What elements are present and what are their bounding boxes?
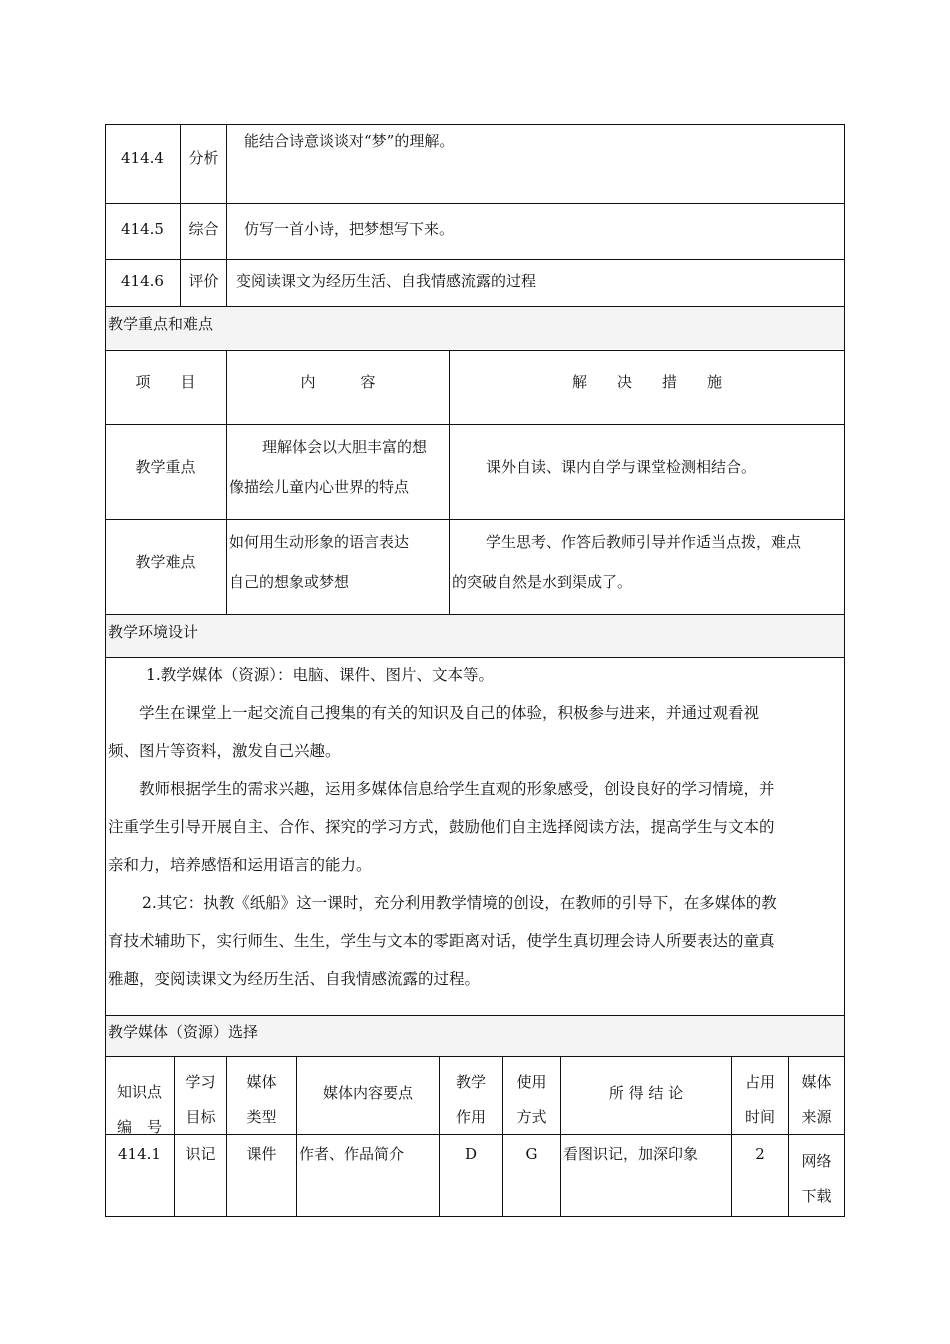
paragraph-line: 教师根据学生的需求兴趣，运用多媒体信息给学生直观的形象感受，创设良好的学习情境，并 <box>139 780 775 798</box>
objective-text: 能结合诗意谈谈对“梦”的理解。 <box>244 132 455 150</box>
media-cell-content: 作者、作品简介 <box>299 1145 405 1163</box>
paragraph-line: 亲和力，培养感悟和运用语言的能力。 <box>108 856 372 874</box>
header-solution: 解 决 措 施 <box>571 373 722 391</box>
media-cell-code: 414.1 <box>118 1145 161 1163</box>
section-title-focus: 教学重点和难点 <box>108 315 214 333</box>
row-divider <box>105 1056 845 1057</box>
focus-solution: 学生思考、作答后教师引导并作适当点拨，难点 <box>486 533 802 551</box>
objective-level: 综合 <box>188 220 219 238</box>
focus-item: 教学难点 <box>135 553 196 571</box>
media-cell-conclusion: 看图识记，加深印象 <box>563 1145 699 1163</box>
row-divider <box>105 259 845 260</box>
objective-level: 分析 <box>188 149 219 167</box>
focus-item: 教学重点 <box>135 458 196 476</box>
objective-text: 变阅读课文为经历生活、自我情感流露的过程 <box>236 272 537 290</box>
col-divider <box>560 1056 561 1217</box>
focus-solution: 课外自读、课内自学与课堂检测相结合。 <box>486 458 757 476</box>
media-header-usage: 使用 方式 <box>516 1073 547 1126</box>
section-title-environment: 教学环境设计 <box>108 623 199 641</box>
paragraph-line: 频、图片等资料，激发自己兴趣。 <box>108 742 341 760</box>
media-cell-type: 课件 <box>246 1145 277 1163</box>
environment-text <box>108 656 842 998</box>
media-cell-goal: 识记 <box>185 1145 216 1163</box>
objective-text: 仿写一首小诗，把梦想写下来。 <box>244 220 455 238</box>
paragraph-line: 雅趣，变阅读课文为经历生活、自我情感流露的过程。 <box>108 970 481 988</box>
focus-content: 像描绘儿童内心世界的特点 <box>229 478 410 496</box>
row-divider <box>105 350 845 351</box>
objective-code: 414.6 <box>121 272 164 290</box>
media-header-content: 媒体内容要点 <box>322 1084 413 1102</box>
paragraph-line: 2.其它：执教《纸船》这一课时，充分利用教学情境的创设，在教师的引导下，在多媒体的教 <box>142 894 777 912</box>
col-divider <box>296 1056 297 1217</box>
objective-code: 414.5 <box>121 220 164 238</box>
media-header-time: 占用 时间 <box>744 1073 775 1126</box>
focus-solution: 的突破自然是水到渠成了。 <box>452 573 633 591</box>
header-content: 内 容 <box>300 373 376 391</box>
section-title-media: 教学媒体（资源）选择 <box>108 1023 259 1041</box>
row-divider <box>105 519 845 520</box>
header-item: 项 目 <box>135 373 196 391</box>
media-header-code: 知识点 编 号 <box>116 1083 162 1136</box>
media-cell-role: D <box>464 1145 478 1163</box>
focus-content: 理解体会以大胆丰富的想 <box>262 438 428 456</box>
objective-level: 评价 <box>188 272 219 290</box>
media-header-goal: 学习 目标 <box>185 1073 216 1126</box>
paragraph-line: 学生在课堂上一起交流自己搜集的有关的知识及自己的体验，积极参与进来，并通过观看视 <box>139 704 760 722</box>
paragraph-line: 1.教学媒体（资源）：电脑、课件、图片、文本等。 <box>146 666 495 684</box>
focus-content: 如何用生动形象的语言表达 <box>229 533 410 551</box>
row-divider <box>105 203 845 204</box>
media-cell-usage: G <box>525 1145 538 1163</box>
row-divider <box>105 424 845 425</box>
paragraph-line: 注重学生引导开展自主、合作、探究的学习方式，鼓励他们自主选择阅读方法，提高学生与文本的 <box>108 818 775 836</box>
media-header-conclusion: 所 得 结 论 <box>608 1084 684 1102</box>
media-header-role: 教学 作用 <box>455 1073 486 1126</box>
col-divider <box>226 124 227 306</box>
focus-content: 自己的想象或梦想 <box>229 573 350 591</box>
objective-code: 414.4 <box>121 149 164 167</box>
paragraph-line: 育技术辅助下，实行师生、生生，学生与文本的零距离对话，使学生真切理会诗人所要表达的童真 <box>108 932 775 950</box>
media-cell-time: 2 <box>755 1145 765 1163</box>
section-band <box>106 615 844 657</box>
media-cell-source: 网络 下载 <box>801 1152 832 1205</box>
media-header-source: 媒体 来源 <box>801 1073 832 1126</box>
section-band <box>106 307 844 349</box>
media-header-type: 媒体 类型 <box>246 1073 277 1126</box>
